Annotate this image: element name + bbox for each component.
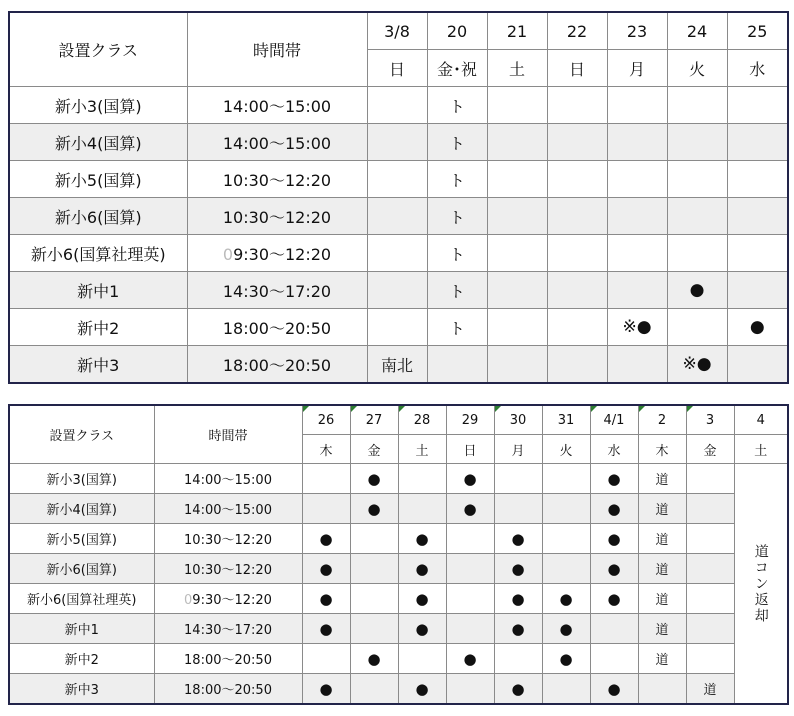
empty-cell bbox=[542, 524, 590, 554]
class-name-cell: 新中2 bbox=[9, 309, 187, 346]
empty-cell bbox=[487, 161, 547, 198]
weekday-cell: 木 bbox=[638, 435, 686, 464]
class-dot-note: ※● bbox=[607, 309, 667, 346]
empty-cell bbox=[367, 272, 427, 309]
empty-cell bbox=[487, 124, 547, 161]
class-dot: ● bbox=[398, 614, 446, 644]
empty-cell bbox=[367, 235, 427, 272]
empty-cell bbox=[727, 124, 788, 161]
class-name-cell: 新小6(国算) bbox=[9, 198, 187, 235]
empty-cell bbox=[487, 346, 547, 384]
empty-cell bbox=[727, 272, 788, 309]
empty-cell bbox=[590, 644, 638, 674]
time-text: 10:30～12:20 bbox=[222, 170, 332, 190]
weekday-cell: 土 bbox=[487, 50, 547, 87]
date-cell: 3 bbox=[686, 405, 734, 435]
empty-cell bbox=[398, 494, 446, 524]
class-name-cell: 新小4(国算) bbox=[9, 494, 154, 524]
empty-cell bbox=[667, 124, 727, 161]
test-mark: ト bbox=[427, 124, 487, 161]
class-dot: ● bbox=[302, 584, 350, 614]
class-dot-note: ※● bbox=[667, 346, 727, 384]
empty-cell bbox=[302, 464, 350, 494]
time-cell bbox=[154, 494, 302, 524]
table-row bbox=[9, 464, 788, 494]
dokon-mark: 道 bbox=[638, 554, 686, 584]
empty-cell bbox=[547, 198, 607, 235]
weekday-cell: 水 bbox=[590, 435, 638, 464]
time-text: 18:00～20:50 bbox=[222, 318, 332, 338]
class-dot: ● bbox=[727, 309, 788, 346]
class-dot: ● bbox=[590, 584, 638, 614]
empty-cell bbox=[607, 161, 667, 198]
empty-cell bbox=[667, 198, 727, 235]
time-cell bbox=[187, 309, 367, 346]
empty-cell bbox=[547, 161, 607, 198]
empty-cell bbox=[607, 124, 667, 161]
date-cell: 29 bbox=[446, 405, 494, 435]
date-cell: 23 bbox=[607, 12, 667, 50]
empty-cell bbox=[686, 644, 734, 674]
class-dot: ● bbox=[494, 614, 542, 644]
class-name-cell: 新中2 bbox=[9, 644, 154, 674]
time-cell bbox=[154, 464, 302, 494]
class-header: 設置クラス bbox=[9, 405, 154, 464]
empty-cell bbox=[686, 614, 734, 644]
date-cell: 3/8 bbox=[367, 12, 427, 50]
weekday-cell: 月 bbox=[607, 50, 667, 87]
empty-cell bbox=[667, 235, 727, 272]
table-row bbox=[9, 161, 788, 198]
date-cell: 2 bbox=[638, 405, 686, 435]
dokon-mark: 道 bbox=[638, 644, 686, 674]
class-dot: ● bbox=[494, 674, 542, 705]
class-name-cell: 新中3 bbox=[9, 346, 187, 384]
time-cell bbox=[154, 554, 302, 584]
class-dot: ● bbox=[398, 584, 446, 614]
class-dot: ● bbox=[667, 272, 727, 309]
time-cell bbox=[187, 87, 367, 124]
empty-cell bbox=[446, 614, 494, 644]
time-cell bbox=[187, 346, 367, 384]
empty-cell bbox=[542, 494, 590, 524]
time-text: 10:30～12:20 bbox=[184, 533, 272, 548]
class-dot: ● bbox=[446, 464, 494, 494]
empty-cell bbox=[547, 346, 607, 384]
time-text: 9:30～12:20 bbox=[233, 244, 332, 264]
time-prefix: 0 bbox=[184, 593, 193, 608]
class-name-cell: 新小5(国算) bbox=[9, 161, 187, 198]
table-body bbox=[9, 464, 788, 705]
empty-cell bbox=[686, 494, 734, 524]
date-cell: 24 bbox=[667, 12, 727, 50]
time-cell bbox=[187, 198, 367, 235]
empty-cell bbox=[398, 644, 446, 674]
class-name-cell: 新小3(国算) bbox=[9, 87, 187, 124]
date-cell: 25 bbox=[727, 12, 788, 50]
empty-cell bbox=[302, 644, 350, 674]
time-cell bbox=[154, 524, 302, 554]
weekday-cell: 木 bbox=[302, 435, 350, 464]
time-text: 18:00～20:50 bbox=[184, 653, 272, 668]
empty-cell bbox=[494, 644, 542, 674]
table-row bbox=[9, 614, 788, 644]
class-dot: ● bbox=[590, 494, 638, 524]
empty-cell bbox=[547, 235, 607, 272]
empty-cell bbox=[494, 464, 542, 494]
class-dot: ● bbox=[302, 674, 350, 705]
time-text: 14:30～17:20 bbox=[222, 281, 332, 301]
schedule-table-march bbox=[8, 11, 789, 384]
class-name-cell: 新中1 bbox=[9, 272, 187, 309]
empty-cell bbox=[727, 198, 788, 235]
empty-cell bbox=[446, 674, 494, 705]
empty-cell bbox=[607, 235, 667, 272]
empty-cell bbox=[607, 198, 667, 235]
table-row bbox=[9, 198, 788, 235]
time-text: 14:00～15:00 bbox=[184, 503, 272, 518]
date-cell: 4/1 bbox=[590, 405, 638, 435]
empty-cell bbox=[667, 161, 727, 198]
time-text: 14:30～17:20 bbox=[184, 623, 272, 638]
test-mark: ト bbox=[427, 235, 487, 272]
empty-cell bbox=[542, 674, 590, 705]
table-row bbox=[9, 87, 788, 124]
weekday-cell: 金･祝 bbox=[427, 50, 487, 87]
time-text: 14:00～15:00 bbox=[222, 133, 332, 153]
test-mark: ト bbox=[427, 87, 487, 124]
empty-cell bbox=[547, 272, 607, 309]
class-name-cell: 新小6(国算社理英) bbox=[9, 584, 154, 614]
empty-cell bbox=[367, 309, 427, 346]
time-text: 10:30～12:20 bbox=[222, 207, 332, 227]
date-cell: 31 bbox=[542, 405, 590, 435]
empty-cell bbox=[590, 614, 638, 644]
time-cell bbox=[154, 674, 302, 705]
date-cell: 27 bbox=[350, 405, 398, 435]
empty-cell bbox=[446, 584, 494, 614]
empty-cell bbox=[667, 87, 727, 124]
class-dot: ● bbox=[494, 524, 542, 554]
dokon-mark: 道 bbox=[638, 614, 686, 644]
weekday-cell: 金 bbox=[350, 435, 398, 464]
empty-cell bbox=[686, 524, 734, 554]
table-row bbox=[9, 124, 788, 161]
class-dot: ● bbox=[590, 524, 638, 554]
empty-cell bbox=[547, 124, 607, 161]
class-dot: ● bbox=[302, 554, 350, 584]
empty-cell bbox=[398, 464, 446, 494]
date-cell: 22 bbox=[547, 12, 607, 50]
weekday-cell: 水 bbox=[727, 50, 788, 87]
empty-cell bbox=[367, 198, 427, 235]
table-row bbox=[9, 494, 788, 524]
empty-cell bbox=[350, 524, 398, 554]
time-cell bbox=[187, 272, 367, 309]
empty-cell bbox=[350, 674, 398, 705]
time-cell bbox=[187, 235, 367, 272]
class-dot: ● bbox=[398, 554, 446, 584]
time-header: 時間帯 bbox=[154, 405, 302, 464]
empty-cell bbox=[686, 464, 734, 494]
empty-cell bbox=[367, 87, 427, 124]
dokon-mark: 道 bbox=[638, 584, 686, 614]
empty-cell bbox=[638, 674, 686, 705]
test-mark: ト bbox=[427, 161, 487, 198]
weekday-cell: 火 bbox=[667, 50, 727, 87]
date-cell: 30 bbox=[494, 405, 542, 435]
empty-cell bbox=[542, 554, 590, 584]
weekday-cell: 日 bbox=[547, 50, 607, 87]
empty-cell bbox=[607, 346, 667, 384]
class-dot: ● bbox=[398, 524, 446, 554]
test-mark: ト bbox=[427, 272, 487, 309]
table-row bbox=[9, 346, 788, 384]
class-name-cell: 新小6(国算社理英) bbox=[9, 235, 187, 272]
class-dot: ● bbox=[446, 644, 494, 674]
weekday-cell: 火 bbox=[542, 435, 590, 464]
time-cell bbox=[154, 644, 302, 674]
time-text: 14:00～15:00 bbox=[222, 96, 332, 116]
time-text: 14:00～15:00 bbox=[184, 473, 272, 488]
header-row-dates bbox=[9, 12, 788, 50]
date-cell: 20 bbox=[427, 12, 487, 50]
time-cell bbox=[187, 124, 367, 161]
dokon-mark: 道 bbox=[638, 464, 686, 494]
empty-cell bbox=[494, 494, 542, 524]
table-row bbox=[9, 309, 788, 346]
empty-cell bbox=[727, 161, 788, 198]
table-row bbox=[9, 272, 788, 309]
class-dot: ● bbox=[350, 464, 398, 494]
class-dot: ● bbox=[302, 614, 350, 644]
class-name-cell: 新中3 bbox=[9, 674, 154, 705]
time-header: 時間帯 bbox=[187, 12, 367, 87]
class-name-cell: 新小3(国算) bbox=[9, 464, 154, 494]
class-dot: ● bbox=[542, 644, 590, 674]
time-text: 18:00～20:50 bbox=[222, 355, 332, 375]
date-cell: 28 bbox=[398, 405, 446, 435]
empty-cell bbox=[607, 272, 667, 309]
class-dot: ● bbox=[398, 674, 446, 705]
dokon-mark: 道 bbox=[638, 524, 686, 554]
class-dot: ● bbox=[446, 494, 494, 524]
empty-cell bbox=[487, 198, 547, 235]
weekday-cell: 土 bbox=[734, 435, 788, 464]
empty-cell bbox=[727, 87, 788, 124]
date-cell: 26 bbox=[302, 405, 350, 435]
empty-cell bbox=[446, 554, 494, 584]
empty-cell bbox=[446, 524, 494, 554]
table-row bbox=[9, 674, 788, 705]
empty-cell bbox=[686, 584, 734, 614]
empty-cell bbox=[367, 161, 427, 198]
empty-cell bbox=[487, 309, 547, 346]
empty-cell bbox=[487, 87, 547, 124]
header-row-dates bbox=[9, 405, 788, 435]
class-dot: ● bbox=[590, 674, 638, 705]
empty-cell bbox=[547, 87, 607, 124]
table-row bbox=[9, 584, 788, 614]
time-text: 18:00～20:50 bbox=[184, 683, 272, 698]
schedule-table-late-march-april bbox=[8, 404, 789, 705]
empty-cell bbox=[607, 87, 667, 124]
class-dot: ● bbox=[494, 584, 542, 614]
test-mark: ト bbox=[427, 309, 487, 346]
test-mark: ト bbox=[427, 198, 487, 235]
table-row bbox=[9, 235, 788, 272]
empty-cell bbox=[427, 346, 487, 384]
time-cell bbox=[154, 584, 302, 614]
class-name-cell: 新中1 bbox=[9, 614, 154, 644]
time-prefix: 0 bbox=[222, 244, 234, 264]
class-name-cell: 新小5(国算) bbox=[9, 524, 154, 554]
empty-cell bbox=[487, 272, 547, 309]
class-dot: ● bbox=[302, 524, 350, 554]
empty-cell bbox=[487, 235, 547, 272]
location-cell: 南北 bbox=[367, 346, 427, 384]
class-dot: ● bbox=[542, 584, 590, 614]
empty-cell bbox=[350, 554, 398, 584]
time-text: 9:30～12:20 bbox=[192, 593, 272, 608]
table-row bbox=[9, 524, 788, 554]
time-cell bbox=[154, 614, 302, 644]
weekday-cell: 日 bbox=[367, 50, 427, 87]
class-dot: ● bbox=[494, 554, 542, 584]
class-name-cell: 新小4(国算) bbox=[9, 124, 187, 161]
empty-cell bbox=[547, 309, 607, 346]
weekday-cell: 日 bbox=[446, 435, 494, 464]
time-cell bbox=[187, 161, 367, 198]
class-dot: ● bbox=[590, 554, 638, 584]
empty-cell bbox=[350, 584, 398, 614]
time-text: 10:30～12:20 bbox=[184, 563, 272, 578]
date-cell: 4 bbox=[734, 405, 788, 435]
weekday-cell: 月 bbox=[494, 435, 542, 464]
empty-cell bbox=[302, 494, 350, 524]
empty-cell bbox=[727, 346, 788, 384]
empty-cell bbox=[350, 614, 398, 644]
empty-cell bbox=[542, 464, 590, 494]
class-dot: ● bbox=[542, 614, 590, 644]
weekday-cell: 金 bbox=[686, 435, 734, 464]
weekday-cell: 土 bbox=[398, 435, 446, 464]
dokon-return-note: 道コン返却 bbox=[734, 464, 788, 705]
table-row bbox=[9, 554, 788, 584]
date-cell: 21 bbox=[487, 12, 547, 50]
class-dot: ● bbox=[350, 644, 398, 674]
dokon-mark: 道 bbox=[686, 674, 734, 705]
class-dot: ● bbox=[350, 494, 398, 524]
table-row bbox=[9, 644, 788, 674]
table-body bbox=[9, 87, 788, 384]
empty-cell bbox=[686, 554, 734, 584]
empty-cell bbox=[667, 309, 727, 346]
class-dot: ● bbox=[590, 464, 638, 494]
class-name-cell: 新小6(国算) bbox=[9, 554, 154, 584]
dokon-mark: 道 bbox=[638, 494, 686, 524]
empty-cell bbox=[367, 124, 427, 161]
class-header: 設置クラス bbox=[9, 12, 187, 87]
empty-cell bbox=[727, 235, 788, 272]
